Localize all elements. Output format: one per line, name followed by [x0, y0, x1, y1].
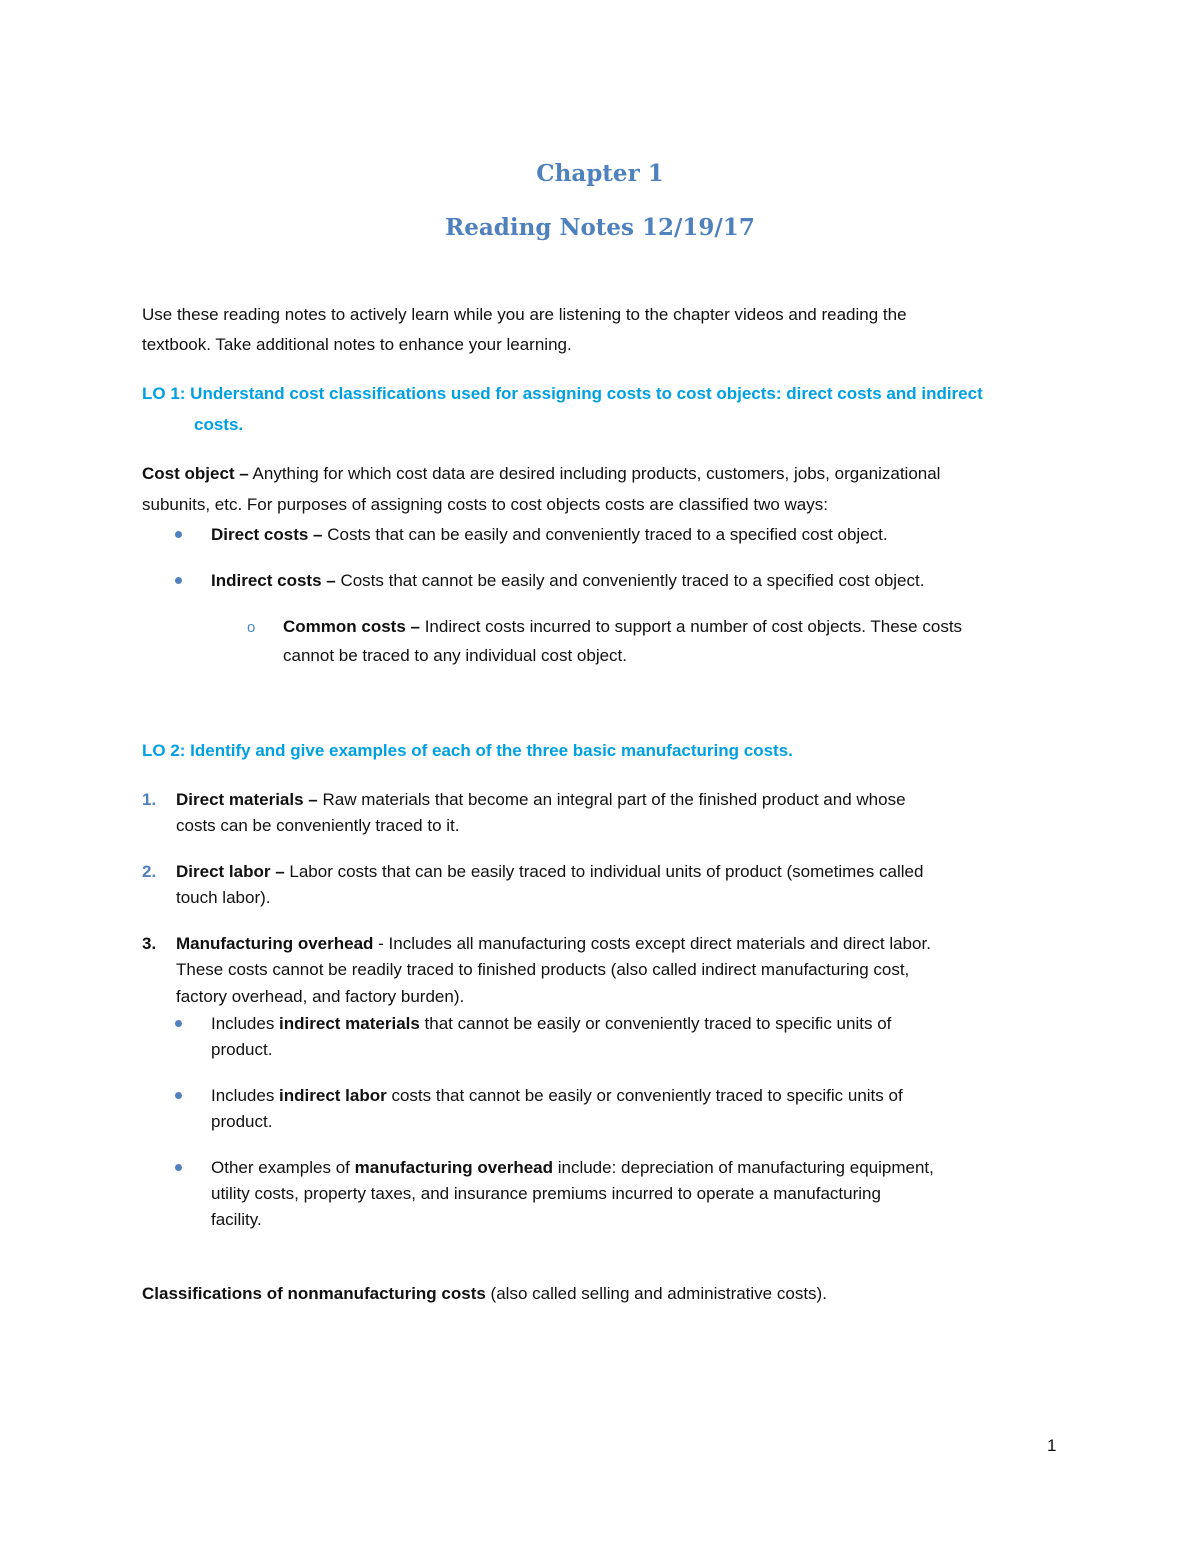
list-number-1: 1. — [142, 790, 157, 809]
indirect-materials-line-2: product. — [211, 1040, 273, 1059]
cost-object-definition — [142, 463, 940, 485]
lo2-heading: LO 2: Identify and give examples of each of the three basic manufacturing costs. — [142, 741, 793, 760]
list-number-2: 2. — [142, 862, 157, 881]
indirect-costs-text: Costs that cannot be easily and conveniently traced to a specified cost object. — [335, 571, 925, 590]
other-overhead-line-2: utility costs, property taxes, and insurance premiums incurred to operate a manufacturing — [211, 1184, 881, 1203]
intro-line-1: Use these reading notes to actively learn while you are listening to the chapter videos and reading the — [142, 305, 907, 324]
manufacturing-overhead-term: Manufacturing overhead — [176, 934, 374, 953]
manufacturing-overhead-line-2: These costs cannot be readily traced to finished products (also called indirect manufacturing cost, — [176, 960, 910, 979]
lo1-heading-line-2: costs. — [194, 415, 244, 434]
direct-materials-item — [176, 789, 906, 811]
indirect-costs-term: Indirect costs – — [211, 571, 336, 590]
chapter-title: Chapter 1 — [536, 160, 664, 187]
cost-object-text: Anything for which cost data are desired including products, customers, jobs, organizational — [248, 464, 941, 483]
manufacturing-overhead-line-3: factory overhead, and factory burden). — [176, 987, 465, 1006]
bullet-icon — [175, 1164, 182, 1171]
indirect-labor-item — [211, 1085, 903, 1107]
circle-bullet-icon: o — [247, 619, 256, 636]
common-costs-text: Indirect costs incurred to support a number of cost objects. These costs — [419, 617, 963, 636]
indirect-labor-term: indirect labor — [279, 1086, 387, 1105]
other-overhead-line-3: facility. — [211, 1210, 262, 1229]
manufacturing-overhead-text: - Includes all manufacturing costs except direct materials and direct labor. — [373, 934, 931, 953]
page-number: 1 — [1047, 1436, 1057, 1455]
other-overhead-text: include: depreciation of manufacturing equipment, — [553, 1158, 934, 1177]
indirect-materials-prefix: Includes — [211, 1014, 280, 1033]
indirect-costs-item — [211, 570, 924, 592]
bullet-icon — [175, 1092, 182, 1099]
indirect-materials-item — [211, 1013, 891, 1035]
lo1-heading-line-1: LO 1: Understand cost classifications used for assigning costs to cost objects: direct costs and indirect — [142, 384, 983, 403]
direct-costs-term: Direct costs – — [211, 525, 323, 544]
direct-costs-text: Costs that can be easily and conveniently traced to a specified cost object. — [322, 525, 888, 544]
indirect-materials-text: that cannot be easily or conveniently traced to specific units of — [419, 1014, 892, 1033]
intro-line-2: textbook. Take additional notes to enhance your learning. — [142, 335, 572, 354]
direct-materials-term: Direct materials – — [176, 790, 318, 809]
direct-labor-item — [176, 861, 923, 883]
direct-costs-item — [211, 524, 888, 546]
indirect-materials-term: indirect materials — [279, 1014, 420, 1033]
direct-labor-text: Labor costs that can be easily traced to individual units of product (sometimes called — [284, 862, 924, 881]
cost-object-line-2: subunits, etc. For purposes of assigning costs to cost objects costs are classified two ways: — [142, 495, 828, 514]
common-costs-item — [283, 616, 962, 638]
other-overhead-term: manufacturing overhead — [354, 1158, 553, 1177]
nonmanufacturing-costs-heading — [142, 1283, 827, 1305]
direct-labor-line-2: touch labor). — [176, 888, 271, 907]
common-costs-line-2: cannot be traced to any individual cost object. — [283, 646, 627, 665]
list-number-3: 3. — [142, 934, 157, 953]
other-overhead-examples-item — [211, 1157, 934, 1179]
indirect-labor-line-2: product. — [211, 1112, 273, 1131]
indirect-labor-prefix: Includes — [211, 1086, 280, 1105]
bullet-icon — [175, 1020, 182, 1027]
common-costs-term: Common costs – — [283, 617, 420, 636]
manufacturing-overhead-item — [176, 933, 931, 955]
bullet-icon — [175, 577, 182, 584]
reading-notes-date-heading: Reading Notes 12/19/17 — [445, 214, 755, 241]
indirect-labor-text: costs that cannot be easily or conveniently traced to specific units of — [386, 1086, 903, 1105]
other-overhead-prefix: Other examples of — [211, 1158, 355, 1177]
direct-materials-line-2: costs can be conveniently traced to it. — [176, 816, 460, 835]
direct-materials-text: Raw materials that become an integral part of the finished product and whose — [317, 790, 906, 809]
cost-object-term: Cost object – — [142, 464, 249, 483]
nonmanufacturing-costs-term: Classifications of nonmanufacturing costs — [142, 1284, 486, 1303]
direct-labor-term: Direct labor – — [176, 862, 285, 881]
nonmanufacturing-costs-text: (also called selling and administrative costs). — [485, 1284, 827, 1303]
bullet-icon — [175, 531, 182, 538]
